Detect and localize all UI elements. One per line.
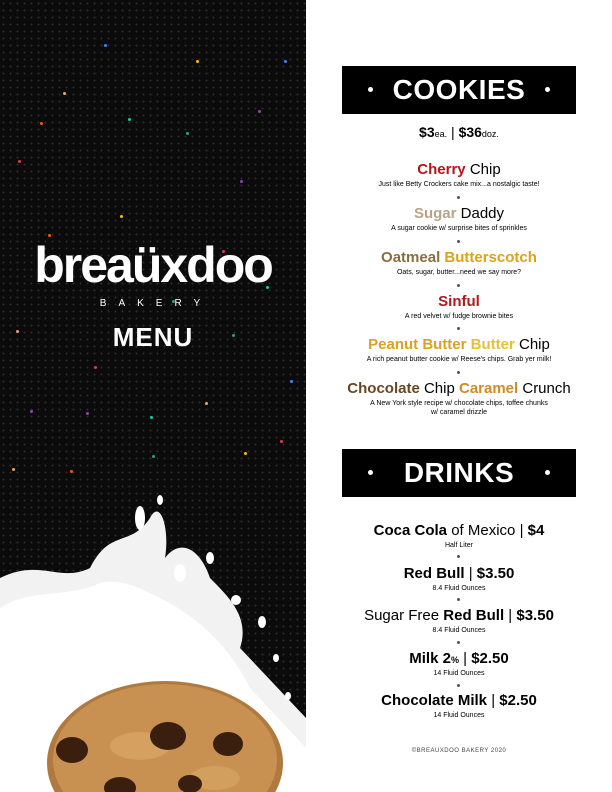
separator-dot	[457, 371, 460, 374]
confetti-dot	[152, 455, 155, 458]
separator-dot	[457, 327, 460, 330]
confetti-dot	[94, 366, 97, 369]
confetti-dot	[244, 452, 247, 455]
copyright-footer: ©BREAUXDOO BAKERY 2020	[411, 748, 507, 754]
brand-logo: breaüxdoo	[34, 237, 272, 293]
menu-item: Sinful A red velvet w/ fudge brownie bites	[404, 293, 514, 320]
separator-dot	[457, 598, 460, 601]
confetti-dot	[63, 92, 66, 95]
brand-subtitle: BAKERY	[99, 298, 213, 309]
confetti-dot	[128, 118, 131, 121]
separator-dot	[457, 196, 460, 199]
confetti-dot	[30, 410, 33, 413]
confetti-dot	[104, 44, 107, 47]
separator-dot	[457, 555, 460, 558]
confetti-dot	[284, 60, 287, 63]
confetti-dot	[280, 440, 283, 443]
cookies-title: COOKIES	[392, 74, 526, 105]
confetti-dot	[120, 215, 123, 218]
separator-dot	[457, 284, 460, 287]
separator-dot	[457, 240, 460, 243]
separator-dot	[457, 641, 460, 644]
drinks-banner	[342, 449, 576, 497]
menu-item: Sugar Daddy A sugar cookie w/ surprise bites of sprinkles	[391, 205, 527, 232]
cookie-pricing: $3ea. | $36doz.	[419, 124, 499, 140]
menu-panel	[306, 0, 612, 792]
bullet-icon	[545, 87, 550, 92]
confetti-dot	[240, 180, 243, 183]
bullet-icon	[368, 87, 373, 92]
confetti-dot	[86, 412, 89, 415]
bullet-icon	[545, 470, 550, 475]
menu-item: Chocolate Milk | $2.50 14 Fluid Ounces	[381, 692, 537, 719]
menu-item: Coca Cola of Mexico | $4 Half Liter	[373, 522, 545, 549]
menu-item: Oatmeal Butterscotch Oats, sugar, butter...need we say more?	[381, 249, 537, 276]
menu-item: Peanut Butter Butter Chip A rich peanut butter cookie w/ Reese's chips. Grab yer milk!	[366, 336, 552, 363]
menu-item: Chocolate Chip Caramel Crunch A New York style recipe w/ chocolate chips, toffee chunks w/ caramel drizzle	[347, 380, 571, 416]
separator-dot	[457, 684, 460, 687]
menu-title: MENU	[112, 322, 194, 352]
confetti-dot	[70, 470, 73, 473]
milk-cookie-image	[0, 488, 306, 792]
menu-item: Sugar Free Red Bull | $3.50 8.4 Fluid Ounces	[364, 607, 554, 634]
drinks-title: DRINKS	[403, 457, 515, 488]
menu-item: Milk 2% | $2.50 14 Fluid Ounces	[409, 650, 509, 677]
confetti-dot	[196, 60, 199, 63]
confetti-dot	[40, 122, 43, 125]
confetti-dot	[205, 402, 208, 405]
confetti-dot	[12, 468, 15, 471]
cookies-banner	[342, 66, 576, 114]
menu-item: Red Bull | $3.50 8.4 Fluid Ounces	[403, 565, 515, 592]
menu-item: Cherry Chip Just like Betty Crockers cake mix...a nostalgic taste!	[378, 161, 540, 188]
confetti-dot	[150, 416, 153, 419]
confetti-dot	[258, 110, 261, 113]
bullet-icon	[368, 470, 373, 475]
confetti-dot	[186, 132, 189, 135]
confetti-dot	[290, 380, 293, 383]
confetti-dot	[18, 160, 21, 163]
